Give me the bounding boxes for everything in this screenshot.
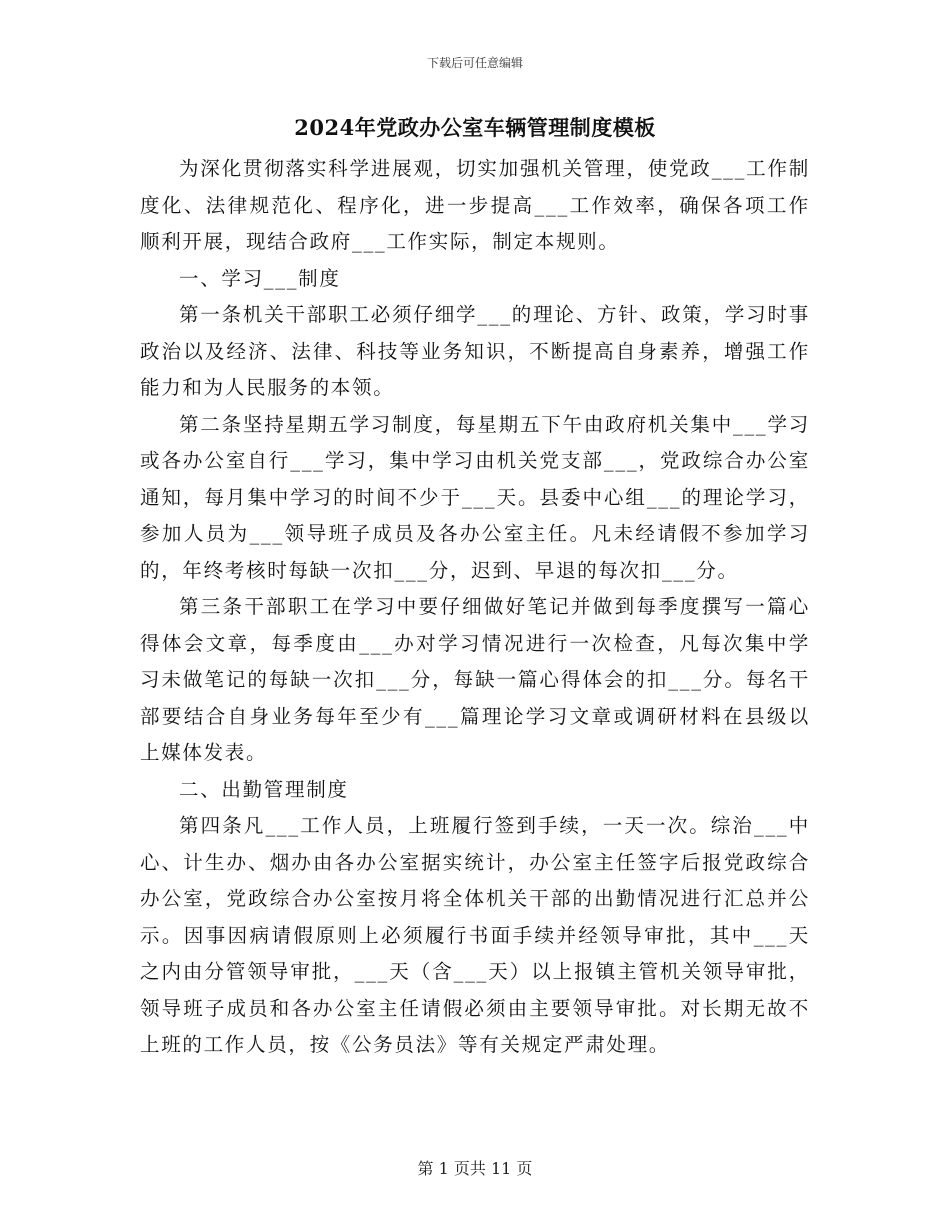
intro-paragraph: 为深化贯彻落实科学进展观，切实加强机关管理，使党政___工作制度化、法律规范化、程序化，进一步提高___工作效率，确保各项工作顺利开展，现结合政府___工作实际，制定本规则。 (140, 157, 810, 253)
document-body (140, 151, 810, 1064)
article-1-paragraph: 第一条机关干部职工必须仔细学___的理论、方针、政策，学习时事政治以及经济、法律、科技等业务知识，不断提高自身素养，增强工作能力和为人民服务的本领。 (140, 303, 810, 399)
section-heading-attendance: 二、出勤管理制度 (179, 777, 349, 801)
page-footer: 第 1 页共 11 页 (417, 1159, 533, 1178)
article-4-paragraph: 第四条凡___工作人员，上班履行签到手续，一天一次。综治___中心、计生办、烟办由各办公室据实统计，办公室主任签字后报党政综合办公室，党政综合办公室按月将全体机关干部的出勤情况进行汇总并公示。因事因病请假原则上必须履行书面手续并经领导审批，其中___天之内由分管领导审批，___天（含___天）以上报镇主管机关领导审批，领导班子成员和各办公室主任请假必须由主要领导审批。对长期无故不上班的工作人员，按《公务员法》等有关规定严肃处理。 (140, 814, 810, 1056)
section-heading-study: 一、学习___制度 (179, 266, 341, 290)
document-title: 2024年党政办公室车辆管理制度模板 (294, 115, 656, 140)
article-3-paragraph: 第三条干部职工在学习中要仔细做好笔记并做到每季度撰写一篇心得体会文章，每季度由___办对学习情况进行一次检查，凡每次集中学习未做笔记的每缺一次扣___分，每缺一篇心得体会的扣___分。每名干部要结合自身业务每年至少有___篇理论学习文章或调研材料在县级以上媒体发表。 (140, 595, 810, 764)
header-note: 下载后可任意编辑 (426, 56, 523, 70)
article-2-paragraph: 第二条坚持星期五学习制度，每星期五下午由政府机关集中___学习或各办公室自行___学习，集中学习由机关党支部___，党政综合办公室通知，每月集中学习的时间不少于___天。县委中心组___的理论学习，参加人员为___领导班子成员及各办公室主任。凡未经请假不参加学习的，年终考核时每缺一次扣___分，迟到、早退的每次扣___分。 (140, 412, 810, 582)
